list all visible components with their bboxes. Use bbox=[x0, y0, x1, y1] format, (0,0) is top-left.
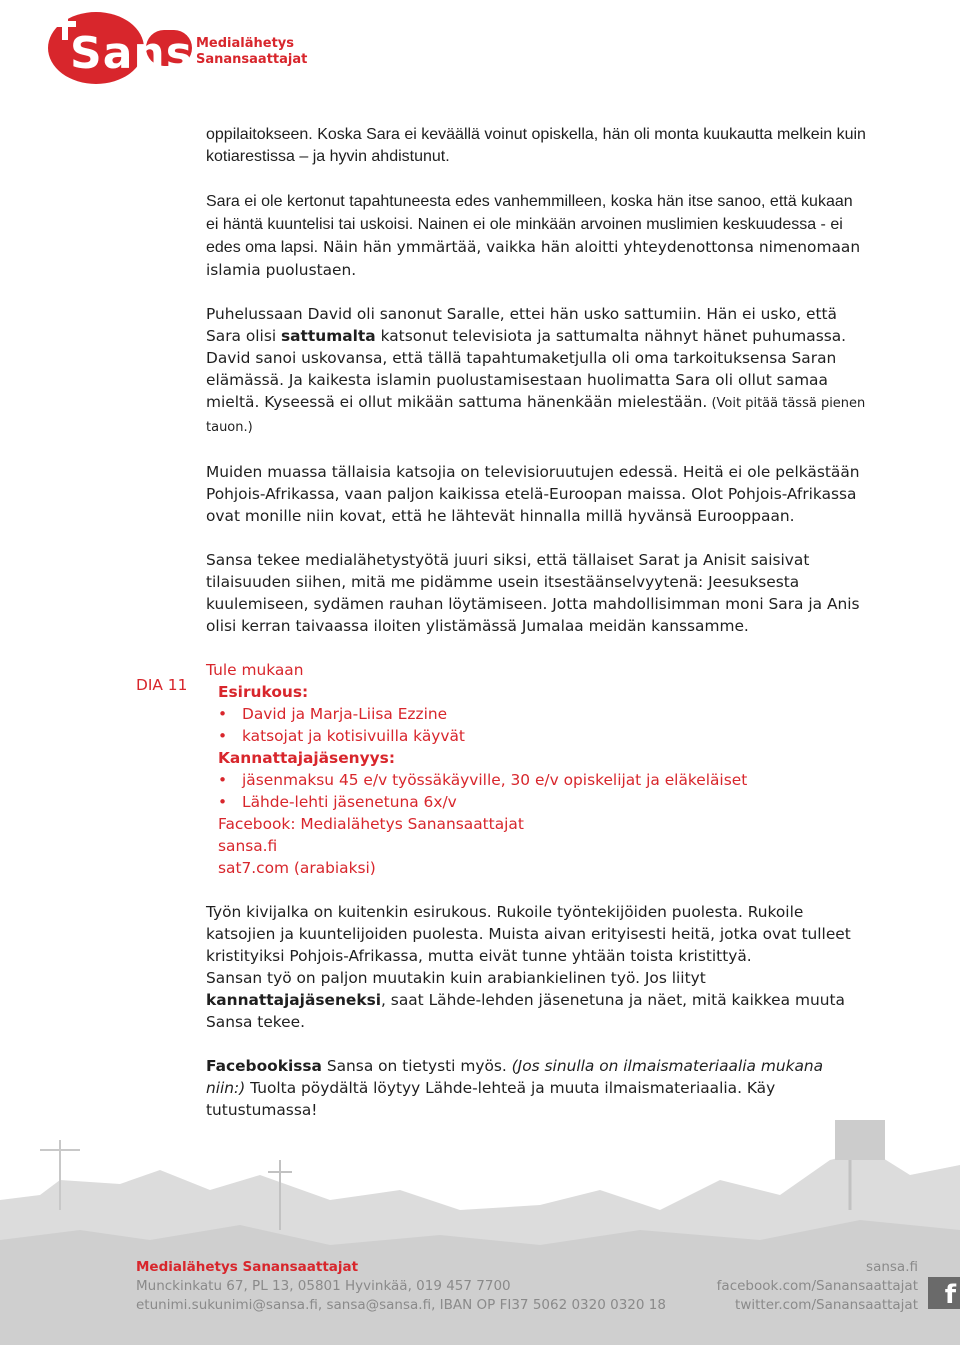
footer-facebook-link[interactable]: facebook.com/Sanansaattajat bbox=[716, 1278, 918, 1294]
list-item: • Lähde-lehti jäsenetuna 6x/v bbox=[218, 793, 457, 811]
slide-title: Tule mukaan bbox=[206, 661, 304, 679]
prayer-heading: Esirukous: bbox=[218, 683, 309, 701]
site-link[interactable]: sansa.fi bbox=[218, 837, 278, 855]
paragraph-3: Puhelussaan David oli sanonut Saralle, ettei hän usko sattumiin. Hän ei usko, että Sara olisi sattumalta katsonut televisiota ja sattumalta nähnyt hänet puhumassa. David sanoi uskovansa, että tällä tapahtumaketjulla oli oma tarkoituksensa Saran elämässä. Ja kaikesta islamin puolustamisestaan huolimatta Sara oli ollut samaa mieltä. Kyseessä ei ollut mikään sattuma hänenkään mielestään. (Voit pitää tässä pienen tauon.) bbox=[206, 305, 866, 435]
footer-email: etunimi.sukunimi@sansa.fi, sansa@sansa.fi, IBAN OP FI37 5062 0320 0320 18 bbox=[136, 1297, 666, 1313]
facebook-icon[interactable]: f bbox=[928, 1277, 960, 1309]
list-item: • jäsenmaksu 45 e/v työssäkäyville, 30 e/v opiskelijat ja eläkeläiset bbox=[218, 771, 748, 789]
paragraph-6: Työn kivijalka on kuitenkin esirukous. Rukoile työntekijöiden puolesta. Rukoile katsojien ja kuuntelijoiden puolesta. Muista aivan erityisesti heitä, jotka ovat tulleet kristityiksi Pohjois-Afrikassa, mutta eivät tunne yhtään toista kristittyä. Sansan työ on paljon muutakin kuin arabiankielinen työ. Jos liityt kannattajajäseneksi, saat Lähde-lehden jäsenetuna ja näet, mitä kaikkea muuta Sansa tekee. bbox=[206, 903, 851, 1031]
document-body bbox=[206, 124, 866, 1143]
footer-org: Medialähetys Sanansaattajat bbox=[136, 1259, 359, 1275]
sat7-link[interactable]: sat7.com (arabiaksi) bbox=[218, 859, 376, 877]
footer-twitter-link[interactable]: twitter.com/Sanansaattajat bbox=[735, 1297, 918, 1313]
paragraph-8: Facebookissa Sansa on tietysti myös. (Jos sinulla on ilmaismateriaalia mukana niin:) Tuolta pöydältä löytyy Lähde-lehteä ja muuta ilmaismateriaalia. Käy tutustumassa! bbox=[206, 1057, 824, 1119]
list-item: • David ja Marja-Liisa Ezzine bbox=[218, 705, 448, 723]
footer-links bbox=[717, 1258, 918, 1315]
footer-contact bbox=[136, 1258, 666, 1315]
paragraph-2: Sara ei ole kertonut tapahtuneesta edes vanhemmilleen, koska hän itse sanoo, että kukaan ei häntä kuuntelisi tai uskoisi. Nainen ei ole minkään arvoinen muslimien keskuudessa - ei edes oma lapsi. Näin hän ymmärtää, vaikka hän aloitti yhteydenottonsa nimenomaan islamia puolustaen. bbox=[206, 193, 861, 279]
paragraph-5: Sansa tekee medialähetystyötä juuri siksi, että tällaiset Sarat ja Anisit saisivat tilaisuuden siihen, mitä me pidämme usein itsestäänselvyytenä: Jeesuksesta kuulemiseen, sydämen rauhan löytämiseen. Jotta mahdollisimman moni Sara ja Anis olisi kerran taivaassa iloiten ylistämässä Jumalaa meidän kanssamme. bbox=[206, 551, 860, 635]
paragraph-1: oppilaitokseen. Koska Sara ei keväällä voinut opiskella, hän oli monta kuukautta melkein kuin kotiarestissa – ja hyvin ahdistunut. bbox=[206, 126, 866, 165]
facebook-link[interactable]: Facebook: Medialähetys Sanansaattajat bbox=[218, 815, 524, 833]
footer-address: Munckinkatu 67, PL 13, 05801 Hyvinkää, 019 457 7700 bbox=[136, 1278, 511, 1294]
slide-content bbox=[206, 659, 866, 879]
page-footer bbox=[0, 1250, 960, 1345]
slide-label: DIA 11 bbox=[136, 676, 188, 694]
footer-site-link[interactable]: sansa.fi bbox=[866, 1259, 918, 1275]
logo-subtitle: Medialähetys Sanansaattajat bbox=[196, 36, 308, 67]
logo-wordmark: Sansa bbox=[70, 28, 224, 79]
membership-heading: Kannattajajäsenyys: bbox=[218, 749, 395, 767]
paragraph-4: Muiden muassa tällaisia katsojia on televisioruutujen edessä. Heitä ei ole pelkästään Pohjois-Afrikassa, vaan paljon kaikissa etelä-Euroopan maissa. Olot Pohjois-Afrikassa ovat monille niin kovat, että he lähtevät hinnalla millä hyvänsä Eurooppaan. bbox=[206, 463, 860, 525]
page-header bbox=[0, 0, 960, 100]
list-item: • katsojat ja kotisivuilla käyvät bbox=[218, 727, 465, 745]
